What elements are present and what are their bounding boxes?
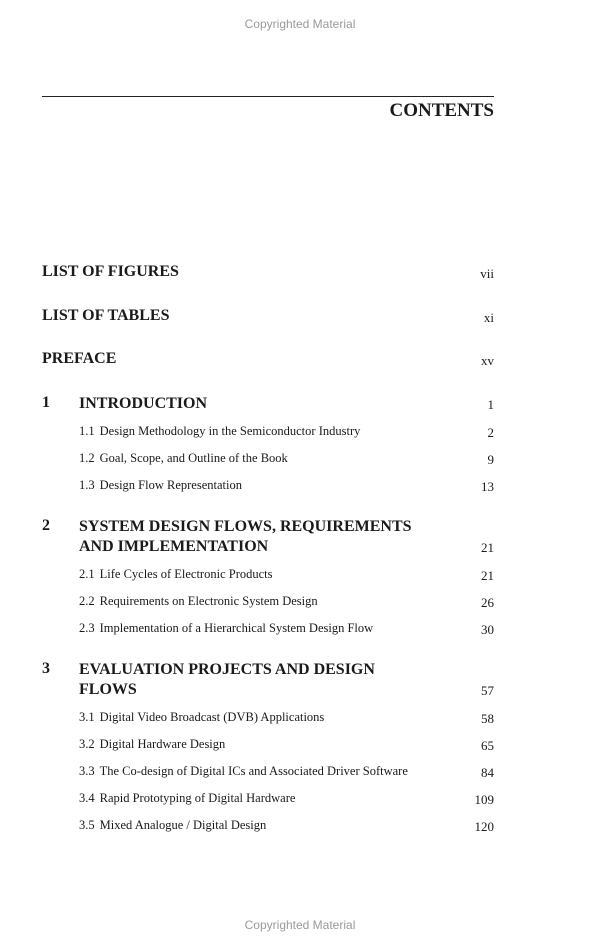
toc-page-number: 21 (481, 540, 494, 555)
section-title: Rapid Prototyping of Digital Hardware (99, 791, 296, 805)
chapter-title-line-2: FLOWS (79, 681, 137, 698)
section-entry (79, 737, 225, 752)
toc-page-number: 84 (481, 765, 494, 780)
chapter-number: 1 (42, 394, 50, 411)
section-title: Mixed Analogue / Digital Design (99, 818, 267, 832)
chapter-title-line-1: SYSTEM DESIGN FLOWS, REQUIREMENTS (79, 518, 412, 535)
toc-page-number: 58 (481, 711, 494, 726)
section-number: 2.2 (79, 594, 95, 608)
toc-page-number: 1 (487, 397, 494, 412)
watermark-bottom: Copyrighted Material (244, 918, 356, 932)
section-number: 2.3 (79, 621, 95, 635)
section-title: The Co-design of Digital ICs and Associated Driver Software (99, 764, 408, 778)
section-entry (79, 818, 266, 833)
section-title: Life Cycles of Electronic Products (99, 567, 273, 581)
header-rule (42, 96, 494, 97)
section-title: Implementation of a Hierarchical System Design Flow (99, 621, 374, 635)
toc-page-number: 9 (487, 452, 494, 467)
section-number: 3.4 (79, 791, 95, 805)
section-title: Goal, Scope, and Outline of the Book (99, 451, 288, 465)
section-entry (79, 451, 288, 466)
toc-front-title: LIST OF TABLES (42, 307, 170, 324)
section-number: 2.1 (79, 567, 95, 581)
toc-page-number: xv (481, 353, 494, 368)
section-entry (79, 424, 360, 439)
chapter-number: 3 (42, 660, 50, 677)
section-title: Digital Video Broadcast (DVB) Applications (99, 710, 325, 724)
toc-page-number: vii (480, 266, 494, 281)
section-number: 3.2 (79, 737, 95, 751)
toc-page-number: 109 (474, 792, 494, 807)
toc-page-number: 57 (481, 683, 494, 698)
section-entry (79, 791, 295, 806)
section-number: 3.1 (79, 710, 95, 724)
chapter-title-line-2: AND IMPLEMENTATION (79, 538, 269, 555)
chapter-title: INTRODUCTION (79, 395, 208, 412)
toc-page-number: 120 (474, 819, 494, 834)
watermark-top: Copyrighted Material (244, 17, 356, 31)
section-title: Requirements on Electronic System Design (99, 594, 318, 608)
section-number: 1.1 (79, 424, 95, 438)
section-entry (79, 478, 242, 493)
section-entry (79, 621, 373, 636)
section-entry (79, 594, 318, 609)
toc-page-number: xi (483, 310, 494, 325)
section-title: Design Flow Representation (99, 478, 242, 492)
section-entry (79, 764, 408, 779)
section-number: 3.3 (79, 764, 95, 778)
toc-page-number: 21 (481, 568, 494, 583)
toc-page-number: 13 (481, 479, 494, 494)
section-entry (79, 710, 324, 725)
toc-page-number: 26 (481, 595, 494, 610)
toc-front-title: LIST OF FIGURES (42, 263, 179, 280)
chapter-number: 2 (42, 517, 50, 534)
section-number: 3.5 (79, 818, 95, 832)
section-number: 1.2 (79, 451, 95, 465)
section-entry (79, 567, 273, 582)
toc-page-number: 65 (481, 738, 494, 753)
section-title: Design Methodology in the Semiconductor Industry (99, 424, 361, 438)
toc-page-number: 2 (487, 425, 494, 440)
toc-page-number: 30 (481, 622, 494, 637)
page-title: CONTENTS (389, 100, 494, 121)
section-title: Digital Hardware Design (99, 737, 226, 751)
chapter-title-line-1: EVALUATION PROJECTS AND DESIGN (79, 661, 375, 678)
section-number: 1.3 (79, 478, 95, 492)
toc-front-title: PREFACE (42, 350, 117, 367)
